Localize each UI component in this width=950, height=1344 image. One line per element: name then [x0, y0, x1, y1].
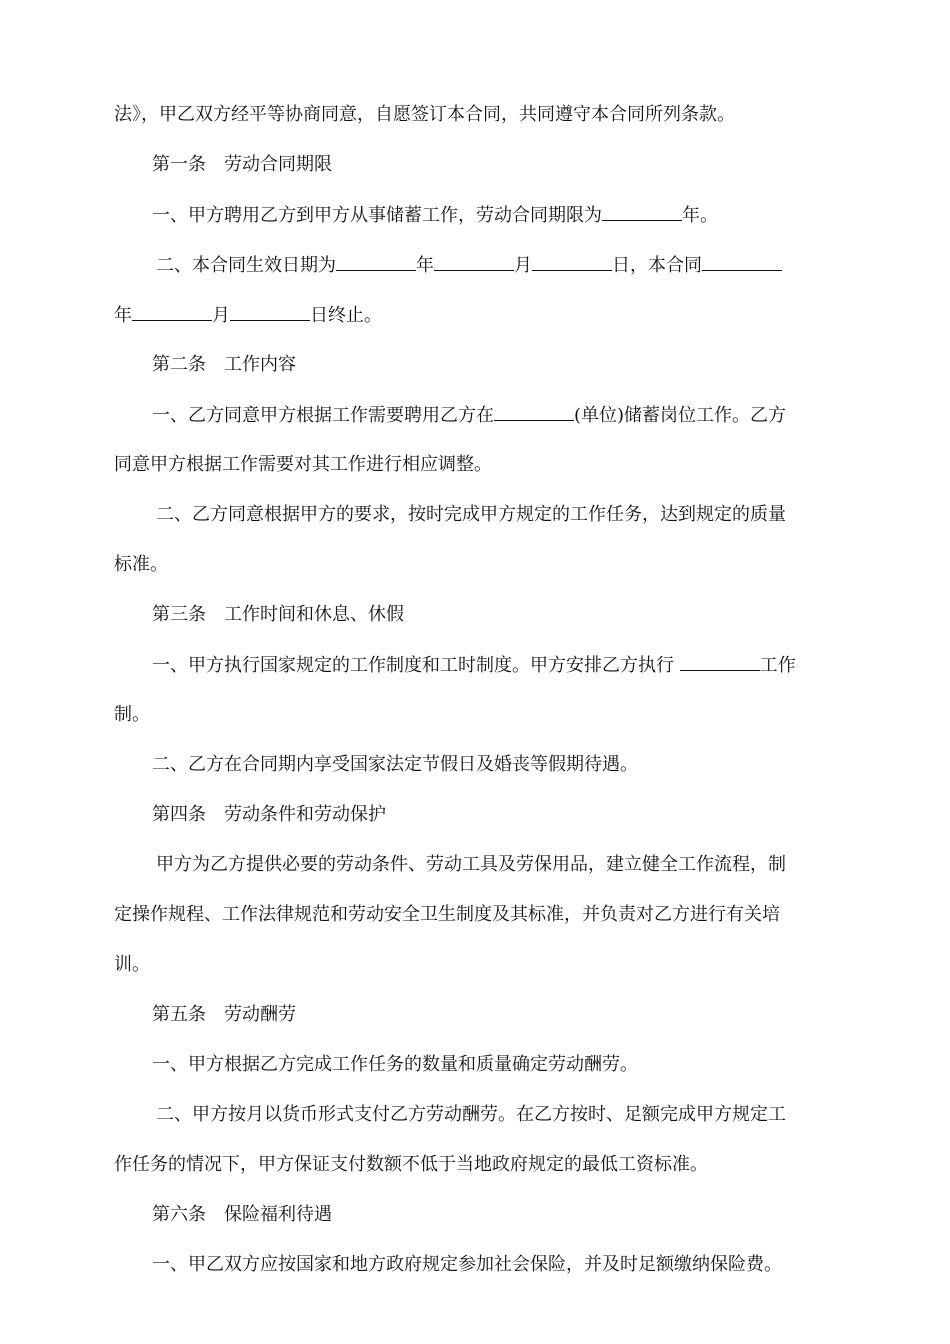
- paragraph-line: [0, 950, 950, 980]
- paragraph-line: [0, 1050, 950, 1080]
- article-number: 第三条: [152, 604, 206, 625]
- paragraph-line: [0, 900, 950, 930]
- paragraph-line: [0, 250, 950, 280]
- article-heading: [0, 350, 950, 380]
- paragraph-line: [0, 200, 950, 230]
- line-text: 一、甲方执行国家规定的工作制度和工时制度。甲方安排乙方执行: [152, 655, 680, 676]
- line-text: 年: [416, 255, 434, 276]
- line-text: 甲方为乙方提供必要的劳动条件、劳动工具及劳保用品，建立健全工作流程，制: [156, 854, 786, 875]
- fill-in-blank: [230, 300, 310, 321]
- paragraph-line: [0, 500, 950, 530]
- article-number: 第五条: [152, 1004, 206, 1025]
- article-heading: [0, 150, 950, 180]
- paragraph-line: [0, 750, 950, 780]
- paragraph-line: [0, 1250, 950, 1280]
- line-text: 月: [212, 305, 230, 326]
- article-title: 工作内容: [224, 354, 296, 375]
- article-number: 第四条: [152, 804, 206, 825]
- article-heading: [0, 1200, 950, 1230]
- line-text: 二、乙方在合同期内享受国家法定节假日及婚丧等假期待遇。: [152, 754, 638, 775]
- paragraph-line: [0, 650, 950, 680]
- article-number: 第二条: [152, 354, 206, 375]
- line-text: 标准。: [114, 554, 168, 575]
- line-text: 一、甲方根据乙方完成工作任务的数量和质量确定劳动酬劳。: [152, 1054, 638, 1075]
- line-text: 同意甲方根据工作需要对其工作进行相应调整。: [114, 454, 492, 475]
- paragraph-line: [0, 1100, 950, 1130]
- fill-in-blank: [434, 250, 514, 271]
- article-title: 劳动条件和劳动保护: [224, 804, 386, 825]
- line-text: 月: [514, 255, 532, 276]
- line-text: 一、乙方同意甲方根据工作需要聘用乙方在: [152, 405, 494, 426]
- line-text: 日，本合同: [612, 255, 702, 276]
- line-text: 定操作规程、工作法律规范和劳动安全卫生制度及其标准，并负责对乙方进行有关培: [114, 904, 780, 925]
- line-text: 一、甲方聘用乙方到甲方从事储蓄工作，劳动合同期限为: [152, 205, 602, 226]
- line-text: 年: [114, 305, 132, 326]
- fill-in-blank: [702, 250, 782, 271]
- article-title: 劳动合同期限: [224, 154, 332, 175]
- paragraph-line: [0, 450, 950, 480]
- line-text: 一、甲乙双方应按国家和地方政府规定参加社会保险，并及时足额缴纳保险费。: [152, 1254, 782, 1275]
- line-text: 训。: [114, 954, 150, 975]
- paragraph-line: [0, 700, 950, 730]
- line-text: 年。: [682, 205, 718, 226]
- paragraph-line: [0, 550, 950, 580]
- line-text: 制。: [114, 704, 150, 725]
- line-text: 法》，甲乙双方经平等协商同意，自愿签订本合同，共同遵守本合同所列条款。: [114, 104, 735, 125]
- article-number: 第一条: [152, 154, 206, 175]
- article-heading: [0, 1000, 950, 1030]
- article-title: 工作时间和休息、休假: [224, 604, 404, 625]
- article-heading: [0, 800, 950, 830]
- fill-in-blank: [532, 250, 612, 271]
- article-title: 保险福利待遇: [224, 1204, 332, 1225]
- article-number: 第六条: [152, 1204, 206, 1225]
- paragraph-line: [0, 850, 950, 880]
- article-heading: [0, 600, 950, 630]
- fill-in-blank: [602, 200, 682, 221]
- paragraph-line: [0, 100, 950, 130]
- paragraph-line: [0, 300, 950, 330]
- paragraph-line: [0, 1150, 950, 1180]
- line-text: 二、乙方同意根据甲方的要求，按时完成甲方规定的工作任务，达到规定的质量: [156, 504, 786, 525]
- line-text: 作任务的情况下，甲方保证支付数额不低于当地政府规定的最低工资标准。: [114, 1154, 708, 1175]
- fill-in-blank: [680, 650, 760, 671]
- fill-in-blank: [132, 300, 212, 321]
- fill-in-blank: [494, 400, 574, 421]
- paragraph-line: [0, 400, 950, 430]
- line-text: 工作: [759, 655, 796, 676]
- line-text: 二、本合同生效日期为: [156, 255, 336, 276]
- line-text: 日终止。: [310, 305, 382, 326]
- line-text: (单位)储蓄岗位工作。乙方: [574, 405, 787, 426]
- article-title: 劳动酬劳: [224, 1004, 296, 1025]
- fill-in-blank: [336, 250, 416, 271]
- line-text: 二、甲方按月以货币形式支付乙方劳动酬劳。在乙方按时、足额完成甲方规定工: [156, 1104, 786, 1125]
